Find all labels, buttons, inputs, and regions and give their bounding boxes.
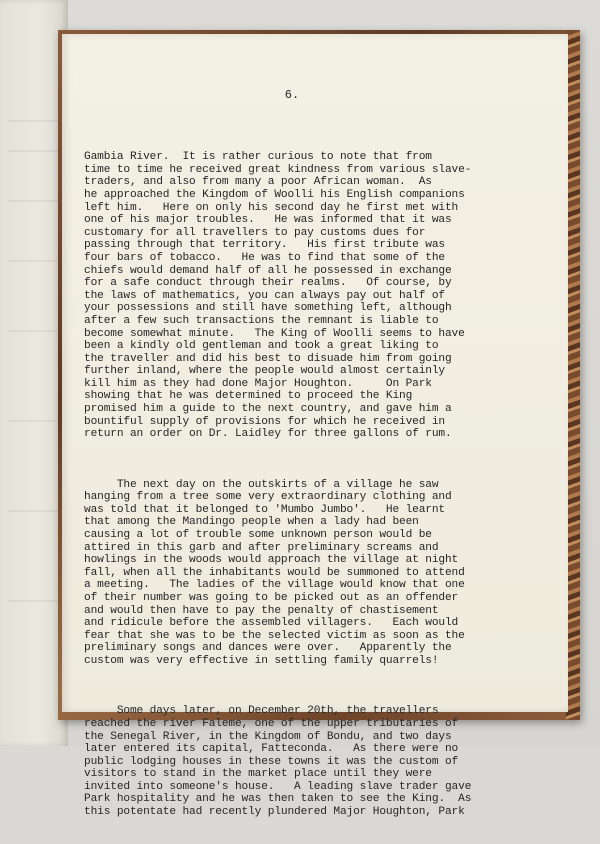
text-line: been a kindly old gentleman and took a great liking to bbox=[84, 340, 439, 353]
text-line: left him. Here on only his second day he first met with bbox=[84, 201, 459, 214]
paragraph bbox=[84, 705, 504, 818]
text-line: reached the river Faleme, one of the upper tributaries of bbox=[84, 717, 459, 730]
text-line: and ridicule before the assembled villagers. Each would bbox=[84, 617, 459, 630]
text-line: howlings in the woods would approach the village at night bbox=[84, 554, 459, 567]
text-line: Park hospitality and he was then taken to see the King. As bbox=[84, 793, 472, 806]
text-line: after a few such transactions the remnant is liable to bbox=[84, 314, 439, 327]
text-line: visitors to stand in the market place until they were bbox=[84, 768, 432, 781]
text-line: hanging from a tree some very extraordinary clothing and bbox=[84, 491, 452, 504]
page-body bbox=[84, 126, 504, 844]
text-line: was told that it belonged to 'Mumbo Jumbo'. He learnt bbox=[84, 503, 445, 516]
text-line: custom was very effective in settling family quarrels! bbox=[84, 654, 439, 667]
text-line: passing through that territory. His first tribute was bbox=[84, 239, 445, 252]
text-line: causing a lot of trouble some unknown person would be bbox=[84, 529, 432, 541]
text-line: Gambia River. It is rather curious to note that from bbox=[84, 151, 432, 164]
text-line: return an order on Dr. Laidley for three gallons of rum. bbox=[84, 428, 452, 441]
text-line: he approached the Kingdom of Woolli his English companions bbox=[84, 188, 465, 201]
text-line: Some days later, on December 20th, the travellers bbox=[84, 705, 439, 718]
text-line: further inland, where the people would almost certainly bbox=[84, 365, 445, 378]
text-line: time to time he received great kindness from various slave- bbox=[84, 163, 472, 176]
text-line: a meeting. The ladies of the village would know that one bbox=[84, 579, 465, 592]
text-line: the traveller and did his best to disuade him from going bbox=[84, 352, 452, 365]
text-line: public lodging houses in these towns it was the custom of bbox=[84, 755, 459, 768]
text-line: that among the Mandingo people when a lady had been bbox=[84, 516, 419, 529]
marbled-edge bbox=[566, 30, 580, 720]
text-line: kill him as they had done Major Houghton. On Park bbox=[84, 377, 432, 390]
paragraph bbox=[84, 151, 504, 441]
text-line: customary for all travellers to pay customs dues for bbox=[84, 226, 426, 239]
text-line: invited into someone's house. A leading slave trader gave bbox=[84, 780, 472, 793]
paragraph bbox=[84, 479, 504, 668]
text-line: one of his major troubles. He was informed that it was bbox=[84, 214, 452, 227]
text-line: The next day on the outskirts of a village he saw bbox=[84, 478, 439, 491]
text-line: traders, and also from many a poor African woman. As bbox=[84, 176, 432, 189]
text-line: promised him a guide to the next country, and gave him a bbox=[84, 403, 452, 416]
text-line: become somewhat minute. The King of Woolli seems to have bbox=[84, 327, 465, 340]
text-line: bountiful supply of provisions for which he received in bbox=[84, 415, 445, 428]
text-line: showing that he was determined to proceed the King bbox=[84, 390, 413, 403]
text-line: fall, when all the inhabitants would be summoned to attend bbox=[84, 566, 465, 579]
text-line: of their number was going to be picked out as an offender bbox=[84, 591, 459, 604]
text-line: for a safe conduct through their realms. Of course, by bbox=[84, 277, 452, 290]
text-line: later entered its capital, Fatteconda. As there were no bbox=[84, 743, 459, 756]
text-line: the laws of mathematics, you can always pay out half of bbox=[84, 289, 445, 302]
text-line: preliminary songs and dances were over. Apparently the bbox=[84, 642, 452, 655]
text-line: four bars of tobacco. He was to find that some of the bbox=[84, 251, 445, 264]
text-line: and would then have to pay the penalty of chastisement bbox=[84, 604, 439, 617]
text-line: this potentate had recently plundered Major Houghton, Park bbox=[84, 806, 465, 819]
text-line: chiefs would demand half of all he possessed in exchange bbox=[84, 264, 452, 277]
text-line: your possessions and still have something left, although bbox=[84, 302, 452, 315]
text-line: attired in this garb and after preliminary screams and bbox=[84, 541, 439, 554]
text-line: fear that she was to be the selected victim as soon as the bbox=[84, 629, 465, 642]
page-number: 6. bbox=[284, 88, 300, 102]
text-line: the Senegal River, in the Kingdom of Bondu, and two days bbox=[84, 730, 452, 743]
